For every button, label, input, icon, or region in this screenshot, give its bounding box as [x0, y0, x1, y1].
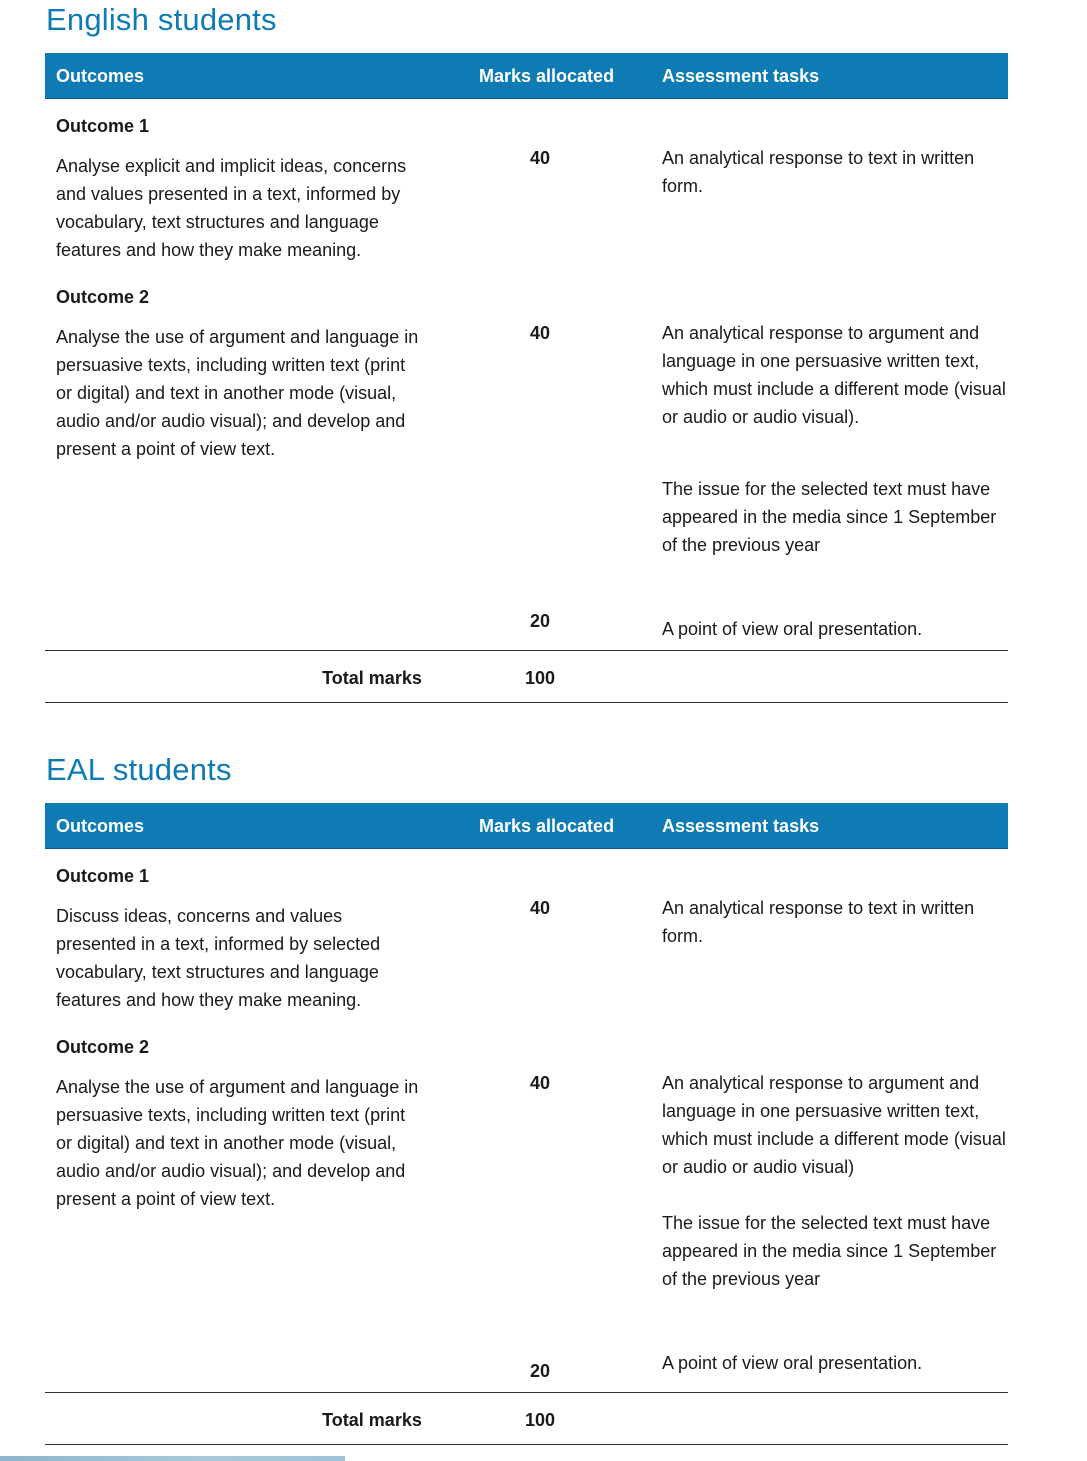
outcome-2-task-oral: A point of view oral presentation.	[662, 1353, 923, 1373]
section-title-eal: EAL students	[46, 752, 232, 787]
outcome-1-label: Outcome 1	[56, 866, 150, 886]
table-header-eal	[45, 803, 1008, 849]
outcome-2-label: Outcome 2	[56, 287, 150, 307]
outcome-2-task-written: An analytical response to argument and language in one persuasive written text, which must include a different mode (visual or audio or audio visual).	[662, 323, 1006, 427]
total-marks-value: 100	[524, 668, 556, 688]
outcome-1-marks: 40	[529, 148, 551, 168]
outcome-2-task-note: The issue for the selected text must have appeared in the media since 1 September of the previous year	[662, 1213, 997, 1289]
outcome-2-marks-written: 40	[529, 1073, 551, 1093]
header-assessment-tasks: Assessment tasks	[662, 66, 820, 86]
outcome-2-marks-oral: 20	[529, 1361, 551, 1381]
outcome-2-description: Analyse the use of argument and language in persuasive texts, including written text (print or digital) and text in another mode (visual, audio and/or audio visual); and develop and present a point of view text.	[56, 327, 419, 459]
outcome-2-task-oral: A point of view oral presentation.	[662, 619, 923, 639]
header-marks-allocated: Marks allocated	[479, 66, 615, 86]
table-header-english	[45, 53, 1008, 99]
outcome-2-marks-written: 40	[529, 323, 551, 343]
outcome-1-label: Outcome 1	[56, 116, 150, 136]
outcome-1-description: Discuss ideas, concerns and values presented in a text, informed by selected vocabulary, text structures and language features and how they make meaning.	[56, 906, 381, 1010]
outcome-2-description: Analyse the use of argument and language in persuasive texts, including written text (print or digital) and text in another mode (visual, audio and/or audio visual); and develop and present a point of view text.	[56, 1077, 419, 1209]
total-top-rule	[45, 1392, 1008, 1393]
outcome-2-task-note: The issue for the selected text must have appeared in the media since 1 September of the previous year	[662, 479, 997, 555]
outcome-2-marks-oral: 20	[529, 611, 551, 631]
total-marks-value: 100	[524, 1410, 556, 1430]
total-marks-label: Total marks	[322, 668, 422, 688]
header-outcomes: Outcomes	[56, 66, 145, 86]
header-assessment-tasks: Assessment tasks	[662, 816, 820, 836]
total-bottom-rule	[45, 702, 1008, 703]
outcome-2-label: Outcome 2	[56, 1037, 150, 1057]
outcome-2-task-written: An analytical response to argument and language in one persuasive written text, which must include a different mode (visual or audio or audio visual)	[662, 1073, 1006, 1177]
total-top-rule	[45, 650, 1008, 651]
total-marks-label: Total marks	[322, 1410, 422, 1430]
outcome-1-task: An analytical response to text in written form.	[662, 148, 975, 196]
footer-accent-bar	[0, 1456, 345, 1461]
outcome-1-marks: 40	[529, 898, 551, 918]
header-outcomes: Outcomes	[56, 816, 145, 836]
section-title-english: English students	[46, 2, 277, 37]
outcome-1-description: Analyse explicit and implicit ideas, concerns and values presented in a text, informed by vocabulary, text structures and language features and how they make meaning.	[56, 156, 407, 260]
total-bottom-rule	[45, 1444, 1008, 1445]
header-marks-allocated: Marks allocated	[479, 816, 615, 836]
outcome-1-task: An analytical response to text in written form.	[662, 898, 975, 946]
